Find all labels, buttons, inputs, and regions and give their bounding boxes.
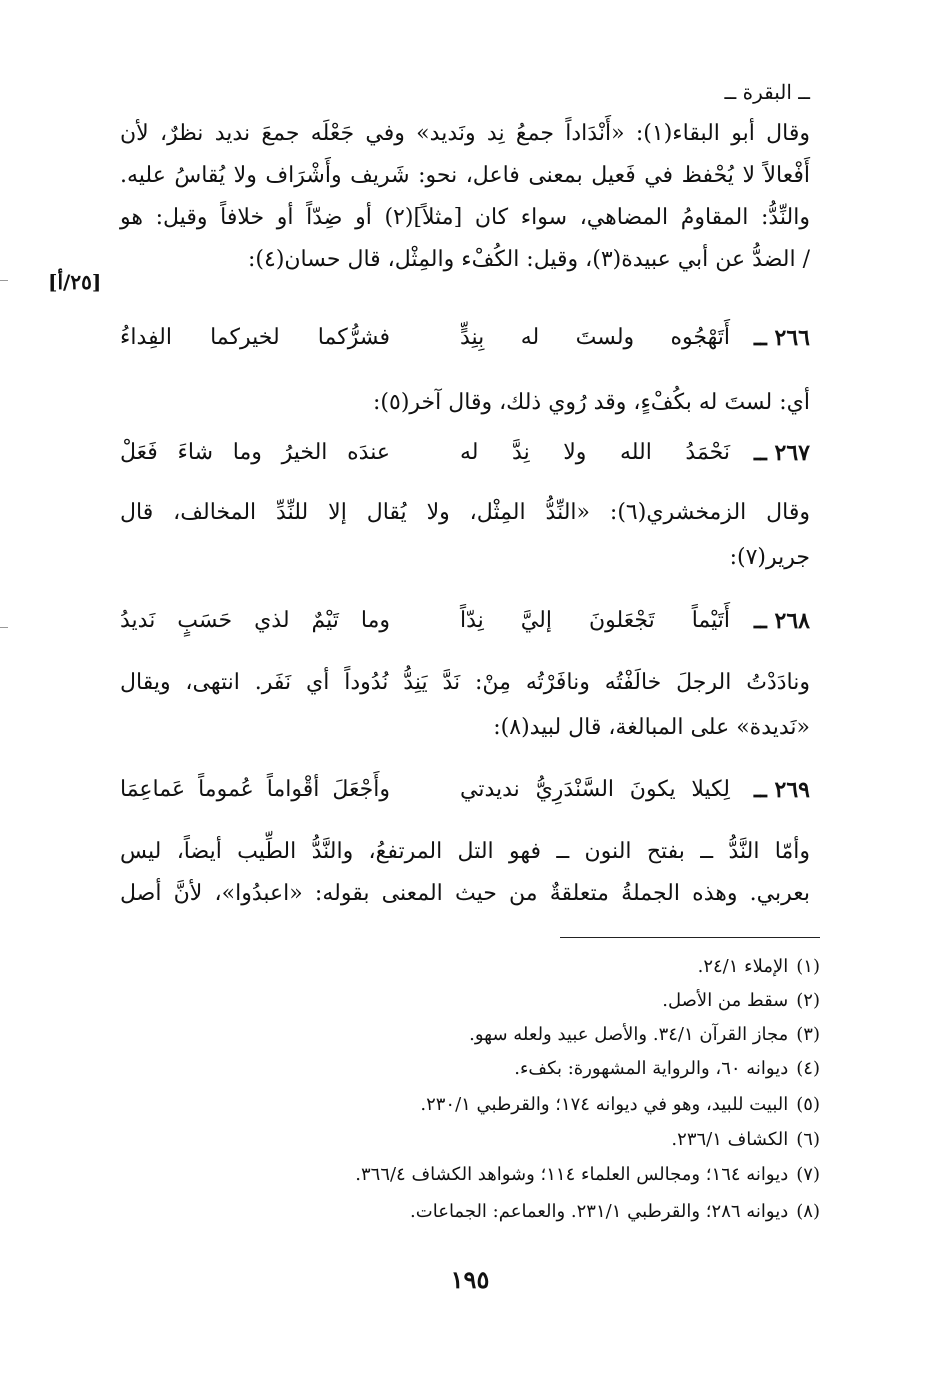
running-header: ــ البقرة ــ xyxy=(724,80,810,104)
verse-number: ٢٦٩ ــ xyxy=(753,777,810,803)
paragraph-line: بعربي. وهذه الجملةُ متعلقةٌ من حيث المعنى بقوله: «اعبدُوا»، لأنَّ أصل xyxy=(120,881,810,906)
paragraph-line: أَفْعالاً لا يُحْفظ في فَعيل بمعنى فاعل، نحو: شَريف وأَشْرَاف ولا يُقاسُ عليه. xyxy=(120,163,810,188)
footnote xyxy=(220,1200,820,1224)
verse-second-hemistich: عندَه الخيرُ وما شاءَ فَعَلْ xyxy=(120,440,390,465)
footnote xyxy=(220,1023,820,1047)
verse-second-hemistich: وما تَيْمٌ لذي حَسَبٍ نَديدُ xyxy=(120,608,390,633)
verse-first-hemistich: نَحْمَدُ الله ولا نِدَّ له xyxy=(460,440,730,465)
verse-second-hemistich: وأَجْعَلَ أقْواماً عُموماً عَماعِمَا xyxy=(120,777,390,802)
margin-mark xyxy=(0,627,8,628)
footnote-text: ديوانه ٢٨٦؛ والقرطبي ٢٣١/١. والعماعم: الجماعات. xyxy=(410,1201,789,1222)
verse-number: ٢٦٧ ــ xyxy=(753,440,810,466)
paragraph-line: وأمّا النَّدُّ ــ بفتح النون ــ فهو التل المرتفعُ، والنَّدُّ الطِّيب أيضاً، ليس xyxy=(120,839,810,864)
verse-number: ٢٦٦ ــ xyxy=(753,325,810,351)
paragraph-line: وقال أبو البقاء(١): «أَنْدَاداً جمعُ نِد ونَديد» وفي جَعْلَه جمعَ نديد نظرٌ، لأن xyxy=(120,121,810,146)
footnote xyxy=(220,1057,820,1081)
footnote-text: الإملاء ٢٤/١. xyxy=(697,956,789,977)
footnote-text: سقط من الأصل. xyxy=(662,990,789,1011)
paragraph-line: / الضدُّ عن أبي عبيدة(٣)، وقيل: الكُفْء والمِثْل، قال حسان(٤): xyxy=(247,247,810,272)
verse-number: ٢٦٨ ــ xyxy=(753,608,810,634)
footnote-number: (٤) xyxy=(796,1058,820,1079)
paragraph-line: والنِّدُّ: المقاومُ المضاهي، سواء كان [مثلاً](٢) أو ضِدّاً أو خلافاً وقيل: هو xyxy=(120,205,810,230)
manuscript-folio-reference: [٢٥/أ] xyxy=(48,270,102,294)
paragraph-line: أي: لستَ له بكُفْءٍ، وقد رُوي ذلك، وقال آخر(٥): xyxy=(373,390,810,415)
footnote xyxy=(220,1163,820,1187)
paragraph-line: «نَديدة» على المبالغة، قال لبيد(٨): xyxy=(493,715,810,740)
margin-mark xyxy=(0,280,8,281)
poetry-verse xyxy=(120,320,810,356)
poetry-verse xyxy=(120,435,810,471)
verse-second-hemistich: فشرُّكما لخيركما الفِداءُ xyxy=(120,325,390,350)
footnote xyxy=(220,989,820,1013)
footnote-text: البيت للبيد، وهو في ديوانه ١٧٤؛ والقرطبي ٢٣٠/١. xyxy=(420,1094,789,1115)
footnote-number: (٣) xyxy=(796,1024,820,1045)
footnote-number: (٥) xyxy=(796,1094,820,1115)
paragraph-line: وقال الزمخشري(٦): «النِّدُّ المِثْل، ولا يُقال إلا للنِّدِّ المخالف، قال xyxy=(120,500,811,525)
footnote-number: (٦) xyxy=(796,1129,820,1150)
poetry-verse xyxy=(120,603,810,639)
footnote-text: ديوانه ١٦٤؛ ومجالس العلماء ١١٤؛ وشواهد الكشاف ٣٦٦/٤. xyxy=(355,1164,789,1185)
footnote xyxy=(220,955,820,979)
footnote-text: الكشاف ٢٣٦/١. xyxy=(671,1129,789,1150)
paragraph-line: جرير(٧): xyxy=(729,545,810,570)
paragraph-line: ونادَدْتُ الرجلَ خالَفْتُه ونافَرْتُه مِنْ: نَدَّ يَنِدُّ نُدُوداً أي نَفَر. انتهى، ويقال xyxy=(120,670,810,695)
footnote-number: (٧) xyxy=(796,1164,820,1185)
footnote-number: (٨) xyxy=(796,1201,820,1222)
page-number: ١٩٥ xyxy=(450,1265,490,1294)
footnote xyxy=(220,1093,820,1117)
footnote-number: (٢) xyxy=(796,990,820,1011)
footnote-separator xyxy=(560,937,820,938)
verse-first-hemistich: أَتَهْجُوه ولستَ له بِنِدٍّ xyxy=(460,325,730,350)
footnote xyxy=(220,1128,820,1152)
footnote-number: (١) xyxy=(796,956,820,977)
poetry-verse xyxy=(120,772,810,808)
footnote-text: مجاز القرآن ٣٤/١. والأصل عبيد ولعله سهو. xyxy=(469,1024,789,1045)
verse-first-hemistich: لِكيلا يكونَ السَّنْدَرِيُّ نديدتي xyxy=(460,777,730,802)
verse-first-hemistich: أَتَيْماً تَجْعَلونَ إليَّ نِدّاً xyxy=(460,608,730,633)
footnote-text: ديوانه ٦٠، والرواية المشهورة: بكفء. xyxy=(514,1058,789,1079)
